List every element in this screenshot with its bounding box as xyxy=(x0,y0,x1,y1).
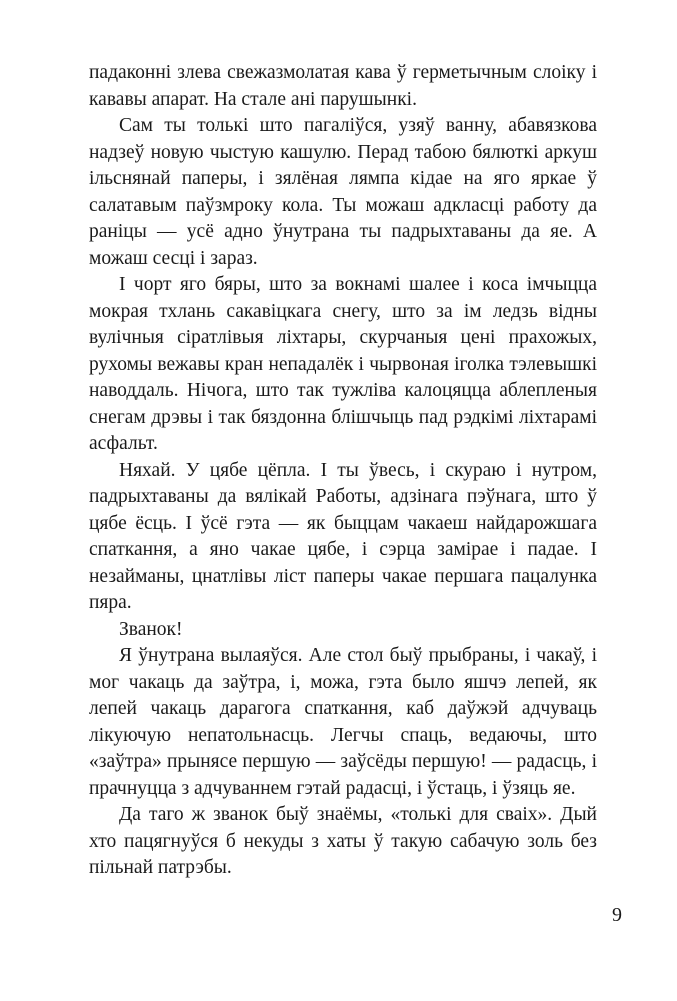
paragraph: І чорт яго бяры, што за вокнамі шалее і коса імчыцца мокрая тхлань сакавіцкага снегу, што за ім ледзь відны вулічныя сіратлівыя ліхтары, скурчаныя цені прахожых, рухомы вежавы кран непадалёк і чырвоная іголка тэлевышкі наводдаль. Нічога, што так тужліва калоцяцца аблепленыя снегам дрэвы і так бяздонна блішчыць пад рэдкімі ліхтарамі асфальт. xyxy=(89,274,597,454)
page-number: 9 xyxy=(612,904,622,926)
body-text xyxy=(89,60,597,882)
paragraph-continuation: падаконні злева свежазмолатая кава ў герметычным слоіку і кававы апарат. На стале ані парушынкі. xyxy=(89,62,597,110)
paragraph: Я ўнутрана вылаяўся. Але стол быў прыбраны, і чакаў, і мог чакаць да заўтра, і, можа, гэта было яшчэ лепей, як лепей чакаць дарагога спаткання, каб даўжэй адчуваць лікуючую непатольнасць. Легчы спаць, ведаючы, што «заўтра» прынясе першую — заўсёды першую! — радасць, і прачнуцца з адчуваннем гэтай радасці, і ўстаць, і ўзяць яе. xyxy=(89,645,597,799)
paragraph: Няхай. У цябе цёпла. І ты ўвесь, і скураю і нутром, падрыхтаваны да вялікай Работы, адзінага пэўнага, што ў цябе ёсць. І ўсё гэта — як быццам чакаеш найдарожшага спаткання, а яно чакае цябе, і сэрца замірае і падае. І незайманы, цнатлівы ліст паперы чакае першага пацалунка пяра. xyxy=(89,459,597,613)
paragraph: Званок! xyxy=(119,618,183,640)
paragraph: Сам ты толькі што пагаліўся, узяў ванну, абавязкова надзеў новую чыстую кашулю. Перад табою бялюткі аркуш ільснянай паперы, і зялёная лямпа кідае на яго яркае ў салатавым паўзмроку кола. Ты можаш адкласці работу да раніцы — усё адно ўнутрана ты падрыхтаваны да яе. А можаш сесці і зараз. xyxy=(89,115,597,269)
paragraph: Да таго ж званок быў знаёмы, «толькі для сваіх». Дый хто пацягнуўся б некуды з хаты ў такую сабачую золь без пільнай патрэбы. xyxy=(89,804,597,878)
